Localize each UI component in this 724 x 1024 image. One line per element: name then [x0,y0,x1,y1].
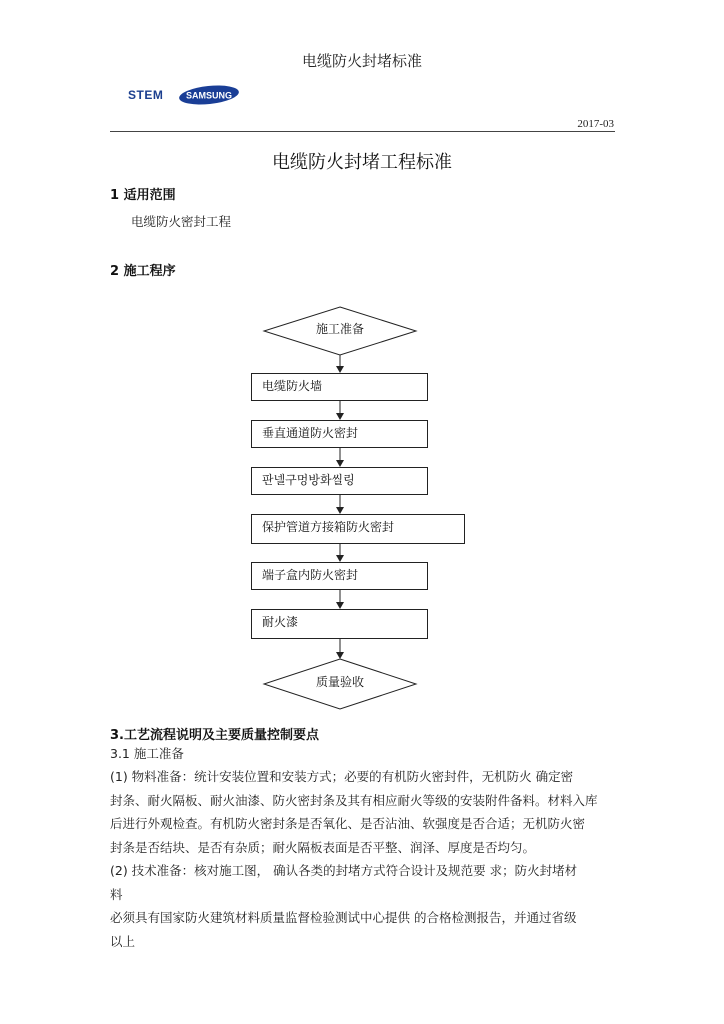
flow-step-3: 판넬구멍방화씰링 [251,467,428,495]
section-3-1-paragraph [110,765,620,953]
samsung-logo-text: SAMSUNG [185,90,233,101]
flow-end-label: 质量验收 [315,675,364,689]
section-1-text: 电缆防火密封工程 [131,214,232,229]
paragraph-line: 封条是否结块、是否有杂质；耐火隔板表面是否平整、润泽、厚度是否均匀。 [110,839,536,855]
paragraph-line: 以上 [110,933,136,949]
flow-step-1: 电缆防火墙 [251,373,428,401]
document-date: 2017-03 [577,118,614,130]
stem-logo: STEM [128,88,164,102]
section-2-heading: 2 施工程序 [110,264,176,279]
section-3-heading: 3.工艺流程说明及主要质量控制要点 [110,728,319,743]
paragraph-line: (1) 物料准备：统计安装位置和安装方式；必要的有机防火密封件，无机防火 确定密 [110,769,574,784]
section-1-heading: 1 适用范围 [110,188,176,203]
paragraph-line: (2) 技术准备：核对施工图， 确认各类的封堵方式符合设计及规范要 求；防火封堵材 [110,863,578,878]
running-header-title: 电缆防火封堵标准 [301,52,422,70]
flow-step-6: 耐火漆 [251,609,428,639]
section-3-1-heading: 3.1 施工准备 [110,746,184,761]
flow-step-4: 保护管道方接箱防火密封 [251,514,465,544]
document-title: 电缆防火封堵工程标准 [272,152,452,173]
paragraph-line: 必须具有国家防火建筑材料质量监督检验测试中心提供 的合格检测报告，并通过省级 [110,910,577,925]
paragraph-line: 料 [110,886,123,902]
flow-step-5: 端子盒内防火密封 [251,562,428,590]
flow-step-2: 垂直通道防火密封 [251,420,428,448]
flow-start-label: 施工准备 [315,322,364,336]
paragraph-line: 后进行外观检查。有机防火密封条是否氧化、是否沾油、软强度是否合适；无机防火密 [110,816,586,831]
paragraph-line: 封条、耐火隔板、耐火油漆、防火密封条及其有相应耐火等级的安装附件备料。材料入库 [110,792,598,808]
